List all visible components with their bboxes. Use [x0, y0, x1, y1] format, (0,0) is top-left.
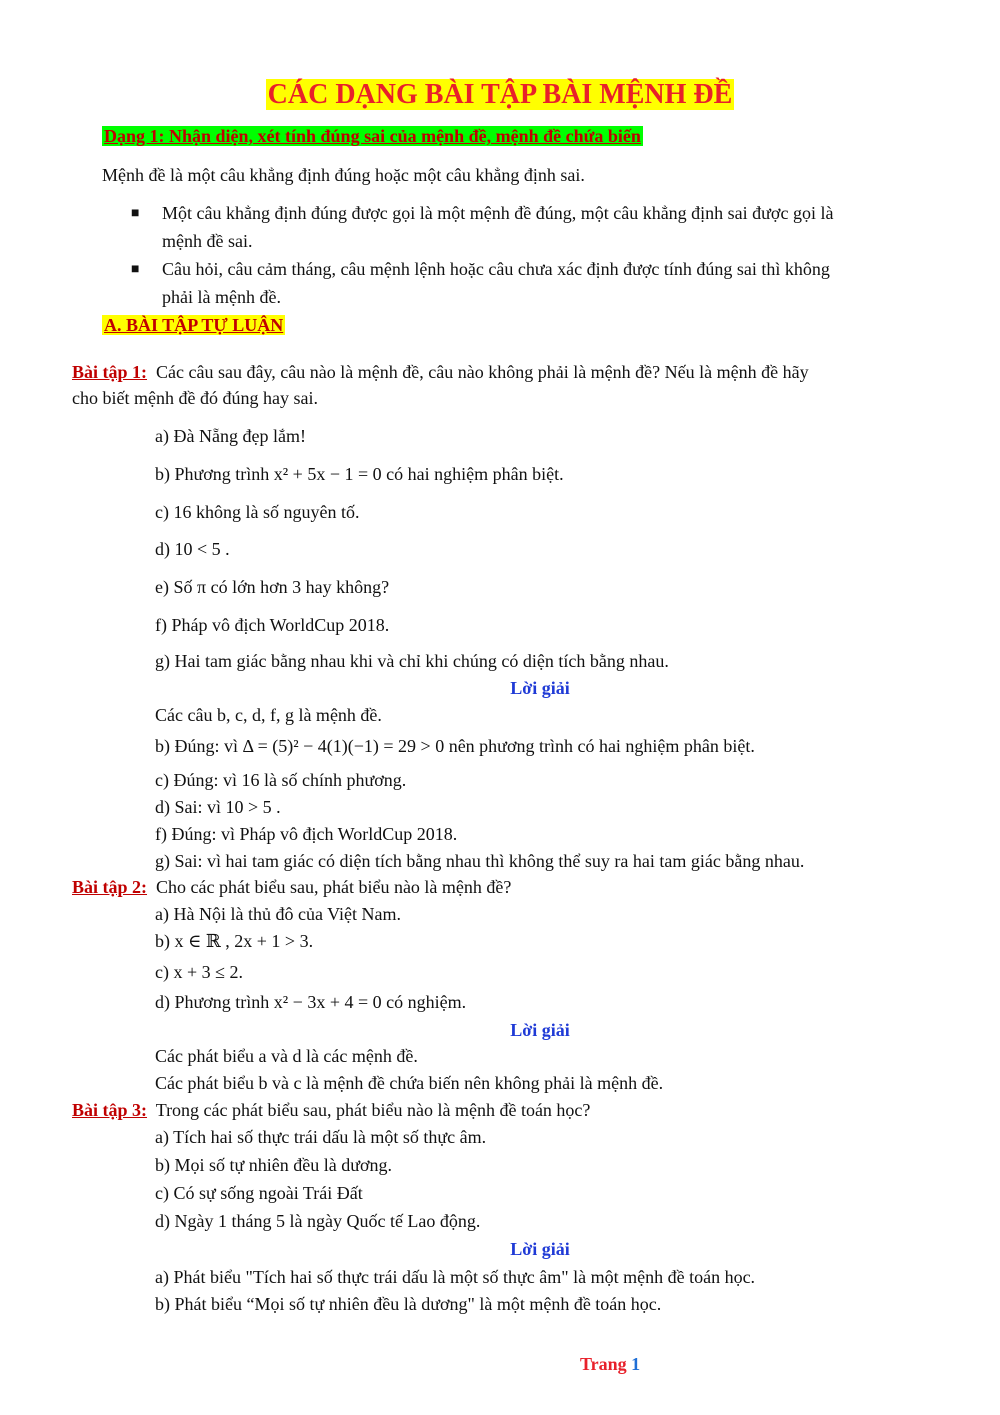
page-number: 1: [631, 1354, 641, 1374]
exercise-label: Bài tập 1:: [72, 362, 148, 382]
question-text: Các câu sau đây, câu nào là mệnh đề, câu nào không phải là mệnh đề? Nếu là mệnh đề hãy: [156, 362, 809, 382]
bullet-icon: ■: [131, 262, 140, 277]
solution-line: b) Đúng: vì Δ = (5)² − 4(1)(−1) = 29 > 0 nên phương trình có hai nghiệm phân biệt.: [155, 736, 755, 756]
solution-heading: Lời giải: [510, 678, 570, 698]
section-heading-dang-1: Dạng 1: Nhận diện, xét tính đúng sai của mệnh đề, mệnh đề chứa biến: [104, 126, 641, 146]
question-text: Trong các phát biểu sau, phát biểu nào là mệnh đề toán học?: [155, 1100, 591, 1120]
list-item: d) Ngày 1 tháng 5 là ngày Quốc tế Lao động.: [155, 1211, 481, 1231]
list-item: f) Pháp vô địch WorldCup 2018.: [155, 615, 390, 635]
exercise-label: Bài tập 2:: [72, 877, 148, 897]
solution-line: Các câu b, c, d, f, g là mệnh đề.: [155, 705, 382, 725]
exercise-1-question: [72, 360, 809, 384]
solution-line: a) Phát biểu "Tích hai số thực trái dấu là một số thực âm" là một mệnh đề toán học.: [155, 1267, 756, 1287]
question-text: Cho các phát biểu sau, phát biểu nào là mệnh đề?: [156, 877, 512, 897]
solution-line: b) Phát biểu “Mọi số tự nhiên đều là dương" là một mệnh đề toán học.: [155, 1294, 662, 1314]
exercise-label: Bài tập 3:: [72, 1100, 148, 1120]
bullet-icon: ■: [131, 206, 140, 221]
bullet-text-cont: phải là mệnh đề.: [162, 287, 281, 307]
bullet-text: Câu hỏi, câu cảm tháng, câu mệnh lệnh hoặc câu chưa xác định được tính đúng sai thì không: [162, 259, 830, 279]
exercise-2-question: [72, 875, 511, 899]
page-title: CÁC DẠNG BÀI TẬP BÀI MỆNH ĐỀ: [267, 79, 733, 110]
bullet-text-cont: mệnh đề sai.: [162, 231, 253, 251]
exercise-3-question: [72, 1098, 590, 1122]
list-item: a) Hà Nội là thủ đô của Việt Nam.: [155, 904, 402, 924]
solution-line: Các phát biểu b và c là mệnh đề chứa biến nên không phải là mệnh đề.: [155, 1073, 664, 1093]
list-item: d) Phương trình x² − 3x + 4 = 0 có nghiệm.: [155, 992, 467, 1012]
solution-line: f) Đúng: vì Pháp vô địch WorldCup 2018.: [155, 824, 458, 844]
list-item: c) 16 không là số nguyên tố.: [155, 502, 360, 522]
list-item: b) Mọi số tự nhiên đều là dương.: [155, 1155, 393, 1175]
section-heading-a: A. BÀI TẬP TỰ LUẬN: [104, 315, 284, 335]
bullet-text: Một câu khẳng định đúng được gọi là một mệnh đề đúng, một câu khẳng định sai được gọi là: [162, 203, 834, 223]
solution-line: g) Sai: vì hai tam giác có diện tích bằng nhau thì không thể suy ra hai tam giác bằng nhau.: [155, 851, 805, 871]
intro-text: Mệnh đề là một câu khẳng định đúng hoặc một câu khẳng định sai.: [102, 165, 585, 185]
list-item: b) Phương trình x² + 5x − 1 = 0 có hai nghiệm phân biệt.: [155, 464, 564, 484]
list-item: a) Tích hai số thực trái dấu là một số thực âm.: [155, 1127, 487, 1147]
solution-heading: Lời giải: [510, 1020, 570, 1040]
page-footer: [580, 1352, 640, 1376]
list-item: c) Có sự sống ngoài Trái Đất: [155, 1183, 363, 1203]
page-label: Trang: [580, 1354, 627, 1374]
list-item: b) x ∈ ℝ , 2x + 1 > 3.: [155, 931, 314, 951]
solution-line: Các phát biểu a và d là các mệnh đề.: [155, 1046, 418, 1066]
list-item: e) Số π có lớn hơn 3 hay không?: [155, 577, 390, 597]
solution-line: d) Sai: vì 10 > 5 .: [155, 797, 281, 817]
list-item: d) 10 < 5 .: [155, 539, 230, 559]
exercise-1-question-cont: cho biết mệnh đề đó đúng hay sai.: [72, 388, 318, 408]
list-item: a) Đà Nẵng đẹp lắm!: [155, 426, 306, 446]
solution-line: c) Đúng: vì 16 là số chính phương.: [155, 770, 407, 790]
solution-heading: Lời giải: [510, 1239, 570, 1259]
list-item: c) x + 3 ≤ 2.: [155, 962, 244, 982]
list-item: g) Hai tam giác bằng nhau khi và chỉ khi chúng có diện tích bằng nhau.: [155, 651, 669, 671]
